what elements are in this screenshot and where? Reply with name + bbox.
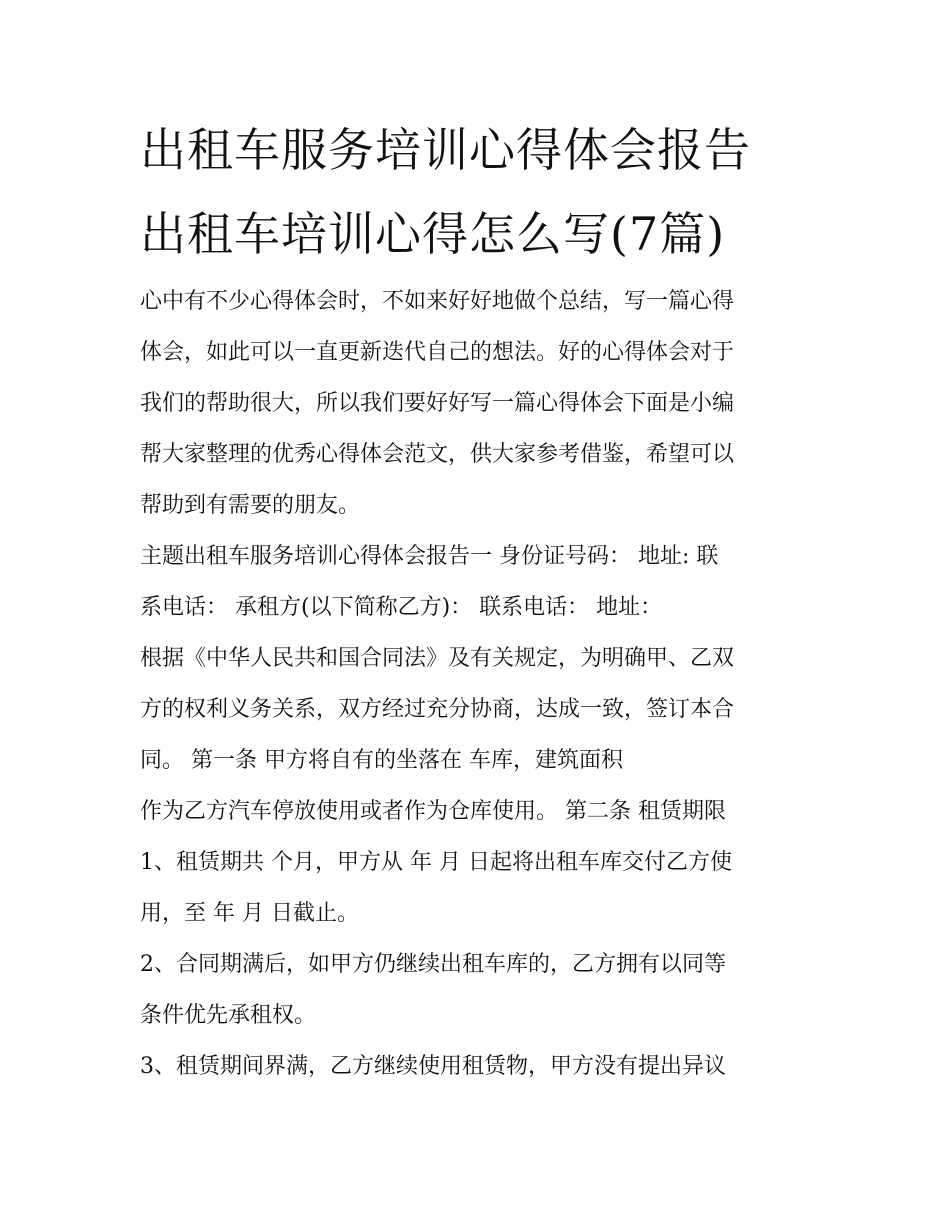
text-line: 方的权利义务关系，双方经过充分协商，达成一致，签订本合 — [140, 697, 735, 722]
text-line: 同。 第一条 甲方将自有的坐落在 车库，建筑面积 — [140, 748, 623, 773]
document-title — [140, 108, 840, 276]
text-line: 系电话： 承租方(以下简称乙方)： 联系电话： 地址： — [140, 595, 663, 620]
text-line: 我们的帮助很大，所以我们要好好写一篇心得体会下面是小编 — [140, 391, 735, 416]
document-body — [140, 276, 830, 1092]
text-line: 心中有不少心得体会时，不如来好好地做个总结，写一篇心得 — [140, 289, 735, 314]
title-line: 出租车服务培训心得体会报告 — [140, 123, 751, 177]
text-line: 根据《中华人民共和国合同法》及有关规定，为明确甲、乙双 — [140, 646, 735, 671]
text-line: 帮大家整理的优秀心得体会范文，供大家参考借鉴，希望可以 — [140, 442, 735, 467]
text-line: 用，至 年 月 日截止。 — [140, 901, 359, 926]
text-line: 作为乙方汽车停放使用或者作为仓库使用。 第二条 租赁期限 — [140, 799, 726, 824]
text-line: 体会，如此可以一直更新迭代自己的想法。好的心得体会对于 — [140, 340, 735, 365]
text-line: 主题出租车服务培训心得体会报告一 身份证号码： 地址: 联 — [140, 544, 719, 569]
text-line: 条件优先承租权。 — [140, 1003, 317, 1028]
text-line: 3、租赁期间界满，乙方继续使用租赁物，甲方没有提出异议 — [140, 1054, 726, 1079]
text-line: 1、租赁期共 个月，甲方从 年 月 日起将出租车库交付乙方使 — [140, 850, 732, 875]
text-line: 2、合同期满后，如甲方仍继续出租车库的，乙方拥有以同等 — [140, 952, 726, 977]
title-line: 出租车培训心得怎么写(7篇) — [140, 207, 726, 261]
text-line: 帮助到有需要的朋友。 — [140, 493, 361, 518]
